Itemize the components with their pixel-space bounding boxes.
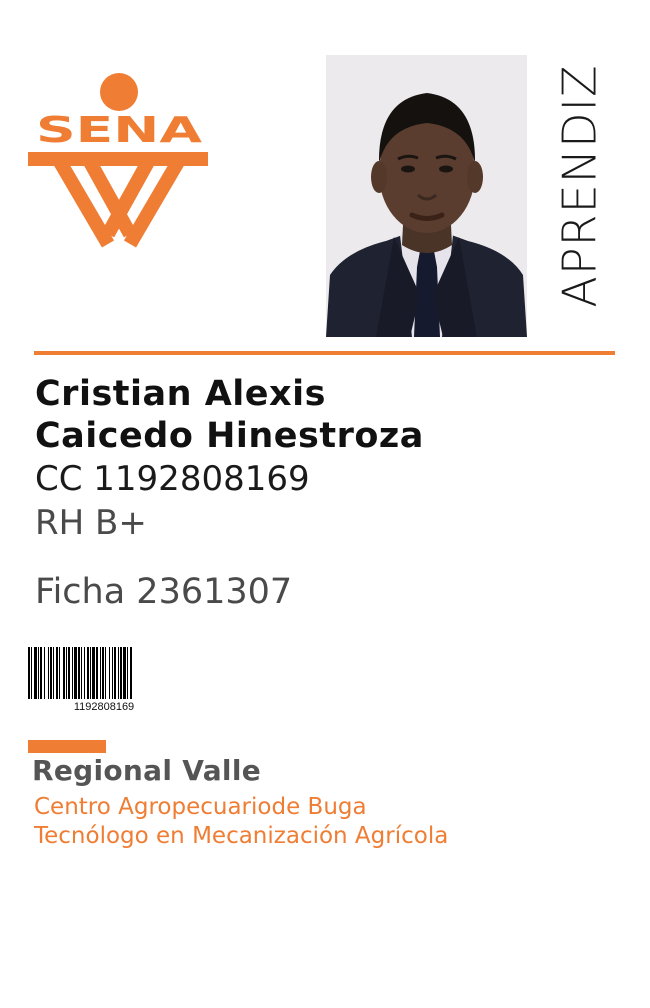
barcode-bar: [123, 647, 126, 699]
barcode-bar: [28, 647, 30, 699]
barcode-bar: [38, 647, 39, 699]
barcode-bar: [127, 647, 128, 699]
barcode-bar: [74, 647, 77, 699]
barcode-bar: [105, 647, 106, 699]
id-number: CC 1192808169: [35, 459, 310, 499]
ficha-number: Ficha 2361307: [35, 572, 293, 612]
role-label: [550, 55, 610, 317]
barcode-bar: [81, 647, 82, 699]
barcode-bar: [48, 647, 49, 699]
barcode-bar: [66, 647, 67, 699]
barcode-bar: [78, 647, 80, 699]
barcode-number: 1192808169: [73, 701, 135, 713]
barcode-bar: [130, 647, 132, 699]
barcode-bar: [102, 647, 104, 699]
barcode-bar: [87, 647, 89, 699]
barcode: [28, 647, 180, 699]
barcode-bar: [100, 647, 101, 699]
barcode-bar: [120, 647, 122, 699]
barcode-bar: [118, 647, 119, 699]
program-label: Tecnólogo en Mecanización Agrícola: [34, 823, 449, 849]
name-first: Cristian Alexis: [35, 374, 326, 414]
barcode-bar: [68, 647, 70, 699]
barcode-bar: [72, 647, 73, 699]
barcode-bar: [50, 647, 52, 699]
barcode-bar: [112, 647, 113, 699]
divider: [34, 351, 615, 355]
barcode-bar: [59, 647, 60, 699]
name-last: Caicedo Hinestroza: [35, 416, 424, 456]
regional-label: Regional Valle: [32, 754, 262, 787]
barcode-bar: [53, 647, 54, 699]
barcode-bar: [92, 647, 95, 699]
barcode-bar: [63, 647, 65, 699]
blood-type: RH B+: [35, 503, 147, 543]
centro-label: Centro Agropecuariode Buga: [34, 794, 367, 820]
barcode-bar: [40, 647, 42, 699]
role-text: APRENDIZ: [553, 64, 607, 308]
accent-bar: [28, 740, 106, 753]
person-photo-icon: [326, 55, 527, 337]
barcode-bar: [84, 647, 85, 699]
barcode-bar: [114, 647, 116, 699]
barcode-bar: [44, 647, 45, 699]
photo: [326, 55, 527, 337]
barcode-bar: [109, 647, 110, 699]
barcode-bar: [96, 647, 98, 699]
barcode-bar: [56, 647, 58, 699]
logo-text: SENA: [36, 110, 203, 151]
sena-logo-icon: [28, 72, 210, 254]
barcode-bar: [90, 647, 91, 699]
barcode-bar: [34, 647, 37, 699]
barcode-bar: [31, 647, 32, 699]
